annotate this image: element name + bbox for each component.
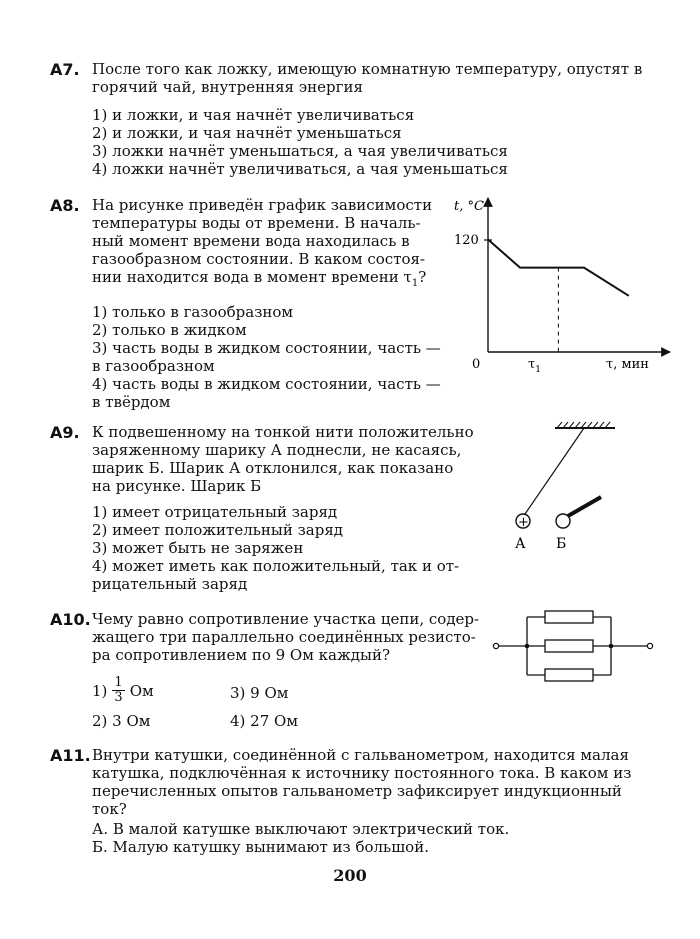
temperature-chart — [440, 190, 680, 380]
question-text — [92, 610, 492, 664]
answer-option: 4) ложки начнёт увеличиваться, а чая уменьшаться — [92, 160, 508, 178]
answer-option: 3) часть воды в жидком состоянии, часть — — [92, 339, 441, 357]
ball-a-label: А — [515, 536, 526, 552]
answer-option: 3) 9 Ом — [230, 684, 289, 702]
fraction: 1 3 — [114, 675, 123, 705]
question-text: После того как ложку, имеющую комнатную температуру, опустят в горячий чай, внутренняя энергия — [92, 60, 643, 96]
answer-option: рицательный заряд — [92, 575, 248, 593]
answer-option: 2) имеет положительный заряд — [92, 521, 344, 539]
charged-balls-figure — [505, 418, 615, 558]
answer-option: 1) только в газообразном — [92, 303, 294, 321]
answer-item: А. В малой катушке выключают электрический ток. — [92, 820, 510, 838]
answer-option: 1) имеет отрицательный заряд — [92, 503, 338, 521]
answer-option: 3) ложки начнёт уменьшаться, а чая увеличиваться — [92, 142, 508, 160]
y-axis-label: t, °C — [454, 199, 484, 214]
answer-items — [92, 820, 650, 856]
answer-option: 1) и ложки, и чая начнёт увеличиваться — [92, 106, 415, 124]
text-line: на рисунке. Шарик Б — [92, 477, 262, 495]
text-line: К подвешенному на тонкой нити положительно — [92, 423, 474, 441]
text-line: температуры воды от времени. В началь- — [92, 214, 421, 232]
text-line: жащего три параллельно соединённых резисто- — [92, 628, 476, 646]
ball-a-charge-sign: + — [518, 515, 529, 530]
answer-option: 2) только в жидком — [92, 321, 247, 339]
answer-option: 4) часть воды в жидком состоянии, часть — — [92, 375, 441, 393]
question-number: A9. — [50, 423, 80, 442]
question-number: A8. — [50, 196, 80, 215]
resistor — [545, 669, 593, 681]
text-line: На рисунке приведён график зависимости — [92, 196, 433, 214]
text-line: ра сопротивлением по 9 Ом каждый? — [92, 646, 391, 664]
answer-options — [92, 303, 452, 411]
ball-b — [556, 514, 570, 528]
answer-option: 3) может быть не заряжен — [92, 539, 304, 557]
text-line: газообразном состоянии. В каком состоя- — [92, 250, 426, 268]
question-number: A10. — [50, 610, 91, 629]
terminal-left — [493, 643, 498, 648]
x-axis-label: τ, мин — [606, 357, 649, 372]
terminal-right — [647, 643, 652, 648]
text-line: ный момент времени вода находилась в — [92, 232, 410, 250]
answer-option: 4) может иметь как положительный, так и от- — [92, 557, 460, 575]
ball-b-rod — [568, 497, 601, 516]
answer-option: 2) 3 Ом — [92, 712, 151, 730]
text-line: нии находится вода в момент времени $\tau_1$? — [92, 268, 427, 289]
resistor — [545, 640, 593, 652]
question-a7 — [50, 60, 650, 178]
answer-option: 1) 1 3 Ом — [92, 675, 154, 705]
text-line: шарик Б. Шарик А отклонился, как показано — [92, 459, 454, 477]
question-a11 — [50, 746, 650, 856]
y-tick-label: 120 — [454, 233, 479, 248]
tau-symbol: τ — [403, 268, 412, 286]
answer-options — [92, 503, 492, 593]
question-number: A11. — [50, 746, 91, 765]
origin-label: 0 — [472, 357, 481, 372]
text-line: заряженному шарику А поднесли, не касаясь, — [92, 441, 462, 459]
x-tick-label: $\tau_1$ — [528, 357, 541, 375]
resistor — [545, 611, 593, 623]
answer-option: в твёрдом — [92, 393, 171, 411]
answer-option: 4) 27 Ом — [230, 712, 298, 730]
parallel-resistors-circuit — [490, 606, 660, 686]
answer-item: Б. Малую катушку вынимают из большой. — [92, 838, 429, 856]
thread — [525, 428, 584, 514]
answer-option: в газообразном — [92, 357, 215, 375]
question-number: A7. — [50, 60, 80, 79]
question-text: Внутри катушки, соединённой с гальванометром, находится малая катушка, подключённая к источнику постоянного тока. В каком из перечисленных опытов гальванометр зафиксирует индукционный ток? — [92, 746, 632, 818]
answer-option: 2) и ложки, и чая начнёт уменьшаться — [92, 124, 402, 142]
question-text — [92, 196, 452, 293]
question-text — [92, 423, 492, 495]
tau-subscript: 1 — [411, 278, 419, 289]
answer-options — [92, 106, 650, 178]
ball-b-label: Б — [556, 536, 567, 552]
text-line: Чему равно сопротивление участка цепи, содер- — [92, 610, 480, 628]
page-number: 200 — [333, 866, 367, 885]
